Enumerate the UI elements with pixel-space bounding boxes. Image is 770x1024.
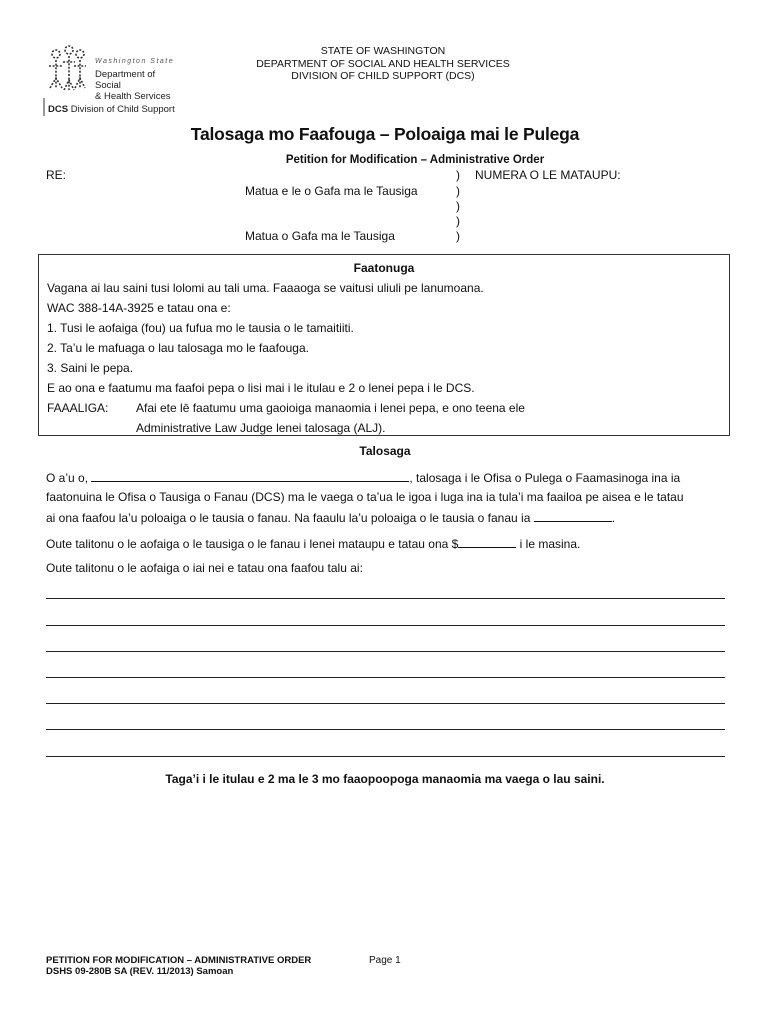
- support-amount-field[interactable]: [458, 536, 516, 548]
- party2-label: Matua o Gafa ma le Tausiga: [245, 229, 395, 243]
- order-date-field[interactable]: [534, 510, 612, 522]
- agency-header: [230, 45, 536, 83]
- footer-form-id: [46, 955, 311, 977]
- logo-dept-line2: & Health Services: [95, 91, 171, 102]
- petition-p1-prefix: O a’u o,: [46, 471, 92, 485]
- instructions-item-1: 1. Tusi le aofaiga (fou) ua fufua mo le tausia o le tamaitiiti.: [47, 321, 354, 335]
- dshs-logo: [43, 44, 178, 118]
- notice-label: FAAALIGA:: [47, 401, 109, 415]
- petition-p1-line1: [46, 470, 680, 485]
- instructions-line2: WAC 388-14A-3925 e tatau ona e:: [47, 301, 231, 315]
- footer-line2: DSHS 09-280B SA (REV. 11/2013) Samoan: [46, 966, 234, 977]
- logo-dcs-name: Division of Child Support: [70, 104, 175, 115]
- logo-dcs-abbr: DCS: [48, 104, 69, 115]
- paren-3: ): [456, 199, 460, 213]
- petition-p3: Oute talitonu o le aofaiga o iai nei e tatau ona faafou talu ai:: [46, 561, 363, 575]
- agency-line1: STATE OF WASHINGTON: [320, 45, 446, 57]
- petition-p1-line3-prefix: ai ona faafou la’u poloaiga o le tausia o fanau. Na faaulu la’u poloaiga o le tausia o fanau ia: [46, 511, 534, 525]
- notice-line1: Afai ete lē faatumu uma gaoioiga manaomia i lenei pepa, e ono teena ele: [136, 401, 525, 415]
- re-label: RE:: [46, 168, 67, 182]
- petition-p1-line3: [46, 510, 615, 525]
- paren-2: ): [456, 184, 460, 198]
- logo-dcs: [48, 104, 175, 115]
- petition-heading: Talosaga: [359, 444, 411, 458]
- notice-line2: Administrative Law Judge lenei talosaga (ALJ).: [136, 421, 386, 435]
- petition-p1-line2: faatonuina le Ofisa o Tausiga o Fanau (DCS) ma le vaega o ta’ua le igoa i luga ina ia tula’i ma faailoa pe aisea e le tatau: [46, 490, 684, 504]
- instructions-heading: Faatonuga: [353, 261, 415, 275]
- reason-line-3[interactable]: [46, 651, 725, 652]
- reason-line-6[interactable]: [46, 729, 725, 730]
- form-subtitle: Petition for Modification – Administrative Order: [285, 154, 545, 166]
- logo-dept-name: [95, 69, 178, 102]
- reason-line-7[interactable]: [46, 756, 725, 757]
- petition-p2-suffix: i le masina.: [516, 537, 581, 551]
- petitioner-name-field[interactable]: [91, 470, 409, 482]
- petition-p2-prefix: Oute talitonu o le aofaiga o le tausiga o le fanau i lenei mataupu e tatau ona $: [46, 537, 459, 551]
- reason-line-1[interactable]: [46, 598, 725, 599]
- instructions-send-line: E ao ona e faatumu ma faafoi pepa o lisi mai i le itulau e 2 o lenei pepa i le DCS.: [47, 381, 475, 395]
- petition-p1-line3-suffix: .: [611, 511, 616, 525]
- instructions-item-3: 3. Saini le pepa.: [47, 361, 134, 375]
- petition-p1-suffix: , talosaga i le Ofisa o Pulega o Faamasinoga ina ia: [409, 471, 681, 485]
- reason-line-4[interactable]: [46, 677, 725, 678]
- page-number: Page 1: [369, 955, 401, 966]
- paren-1: ): [456, 168, 460, 182]
- agency-line3: DIVISION OF CHILD SUPPORT (DCS): [291, 70, 475, 82]
- case-number-label: NUMERA O LE MATAUPU:: [475, 168, 621, 182]
- logo-state-text: Washington State: [95, 58, 175, 65]
- reason-line-5[interactable]: [46, 703, 725, 704]
- paren-5: ): [456, 229, 460, 243]
- instructions-line1: Vagana ai lau saini tusi lolomi au tali uma. Faaaoga se vaitusi uliuli pe lanumoana.: [47, 281, 484, 295]
- party1-label: Matua e le o Gafa ma le Tausiga: [245, 184, 418, 198]
- form-title: Talosaga mo Faafouga – Poloaiga mai le Pulega: [190, 124, 580, 144]
- reason-line-2[interactable]: [46, 625, 725, 626]
- petition-closing-note: Taga’i i le itulau e 2 ma le 3 mo faaopoopoga manaomia ma vaega o lau saini.: [165, 772, 605, 786]
- instructions-box: [38, 254, 730, 436]
- logo-dept-line1: Department of Social: [95, 69, 156, 91]
- footer-line1: PETITION FOR MODIFICATION – ADMINISTRATIVE ORDER: [46, 955, 312, 966]
- agency-line2: DEPARTMENT OF SOCIAL AND HEALTH SERVICES: [256, 57, 510, 70]
- petition-p2: [46, 536, 580, 551]
- instructions-item-2: 2. Ta’u le mafuaga o lau talosaga mo le faafouga.: [47, 341, 309, 355]
- paren-4: ): [456, 214, 460, 228]
